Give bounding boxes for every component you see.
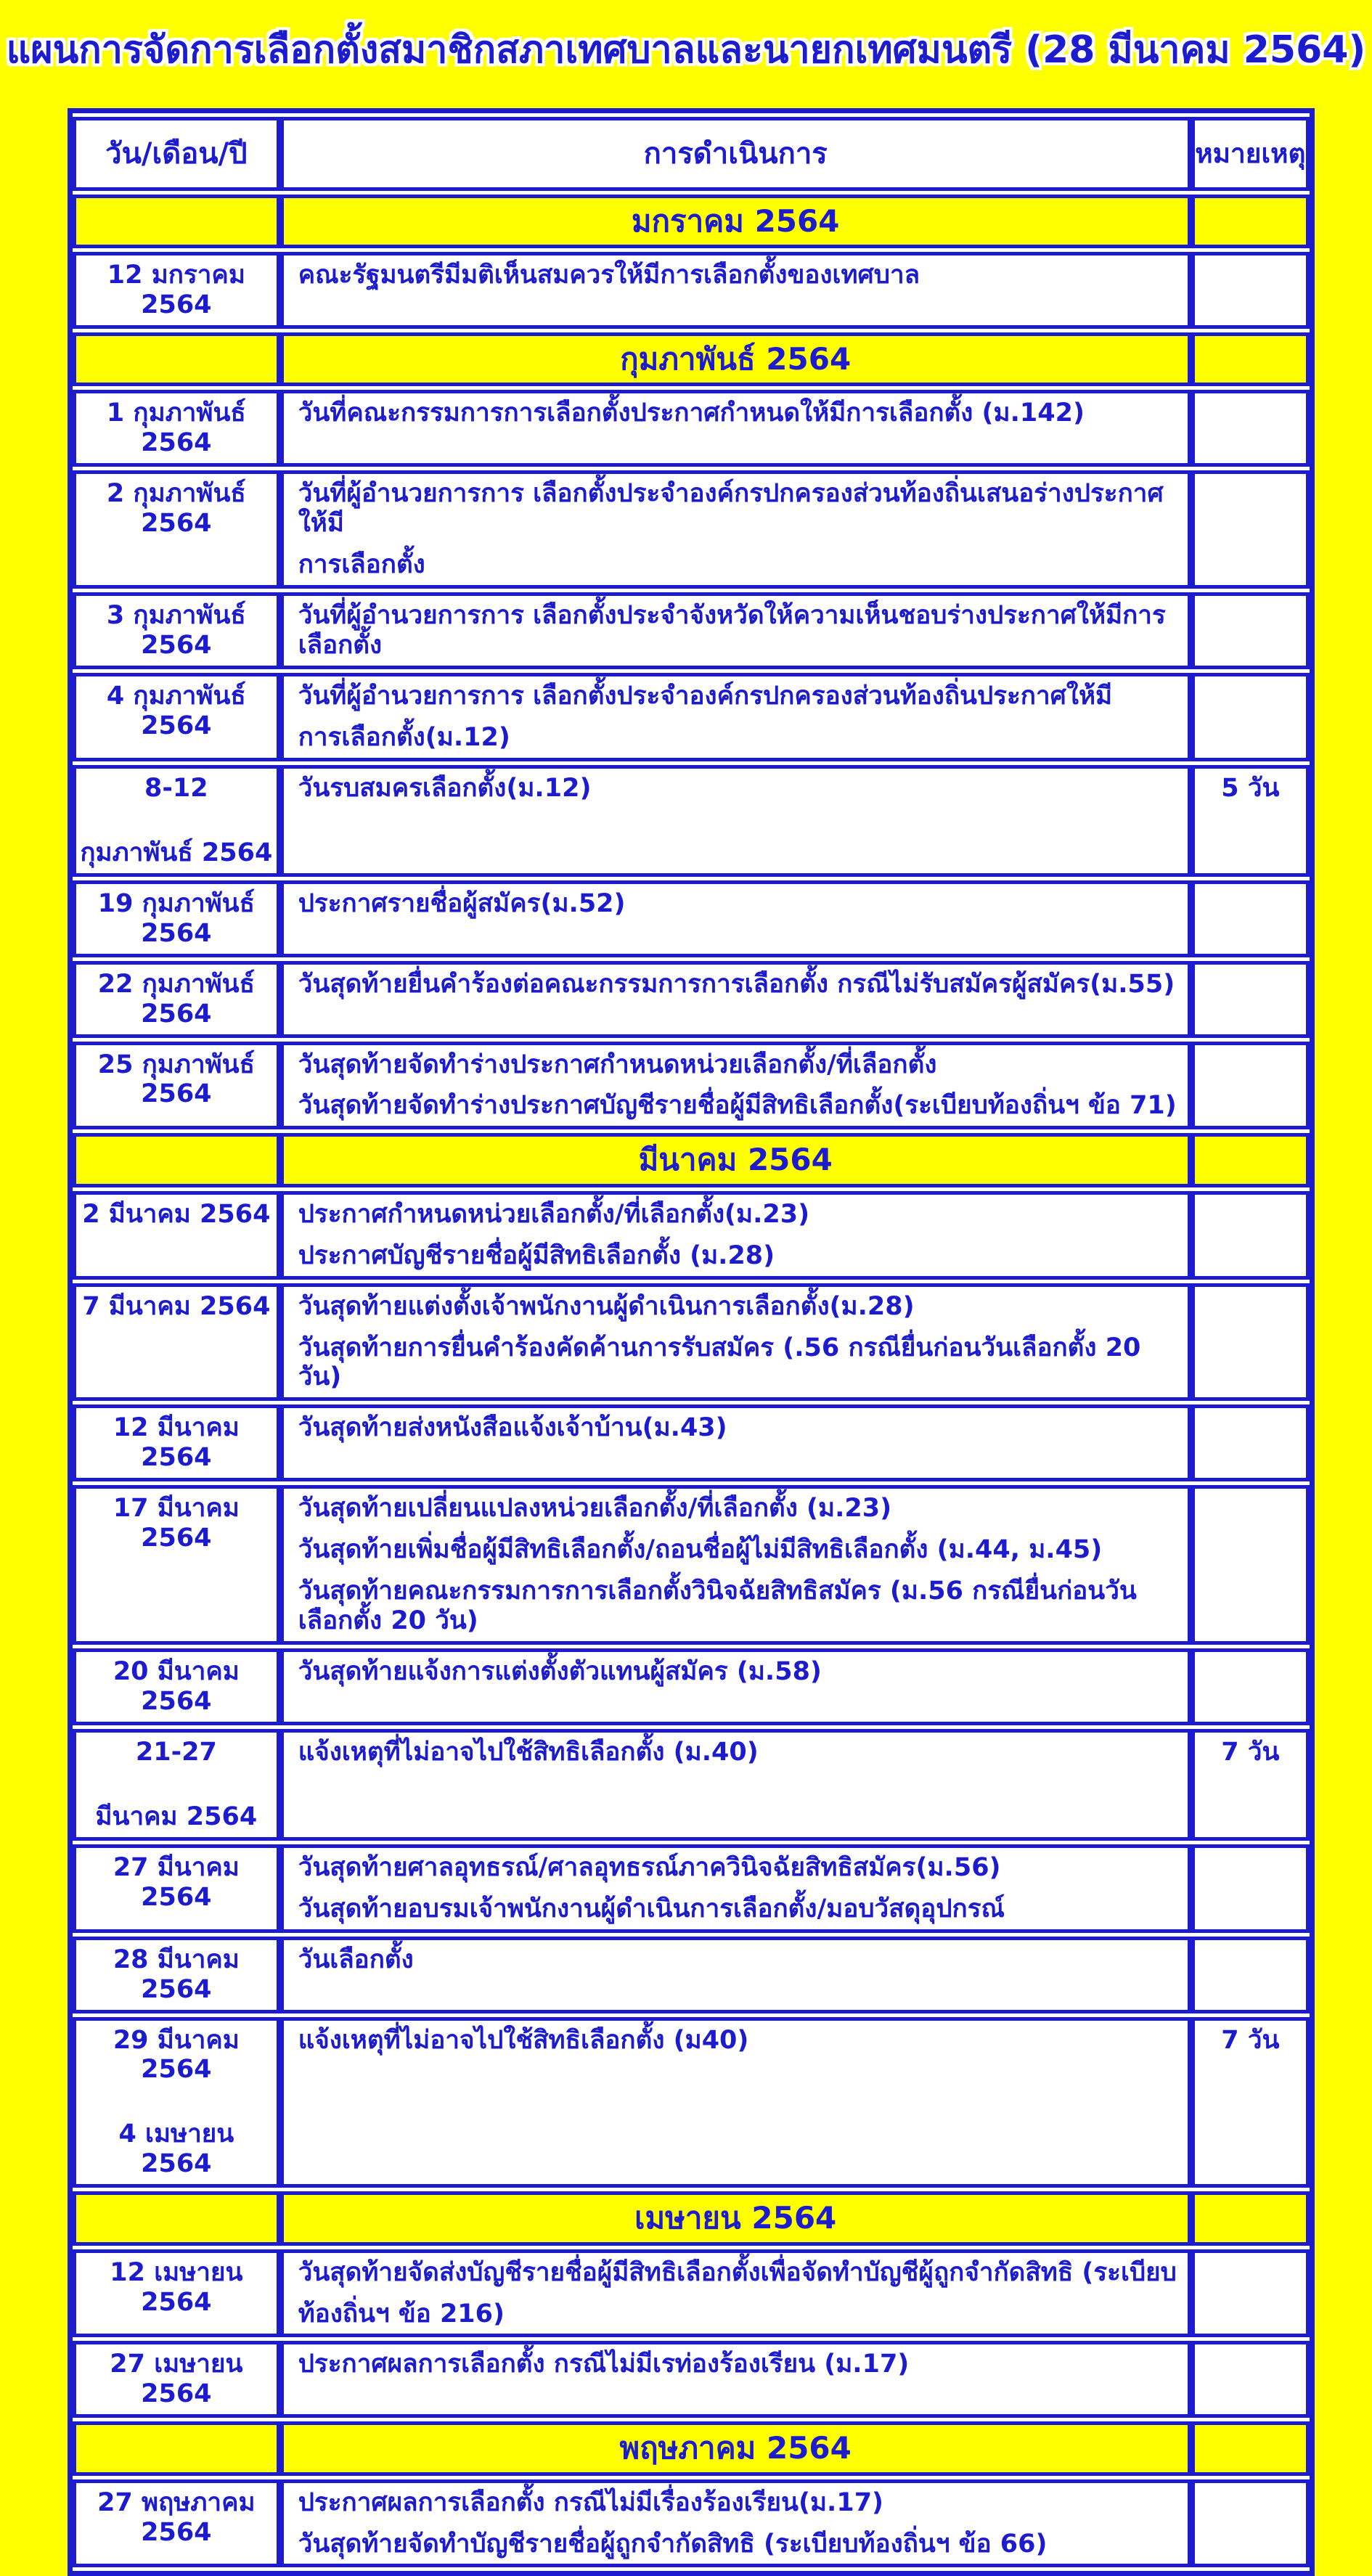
action-cell bbox=[280, 1485, 1191, 1645]
month-label: กุมภาพันธ์ 2564 bbox=[280, 332, 1191, 386]
month-spacer-cell bbox=[73, 1133, 280, 1187]
table-row bbox=[73, 390, 1310, 467]
month-label: เมษายน 2564 bbox=[280, 2191, 1191, 2245]
date-cell bbox=[73, 1937, 280, 2013]
note-cell bbox=[1191, 2341, 1310, 2418]
date-text: มีนาคม 2564 bbox=[95, 1802, 258, 1831]
date-cell bbox=[73, 1191, 280, 1280]
month-separator-row bbox=[73, 2191, 1310, 2245]
date-cell bbox=[73, 1844, 280, 1933]
month-spacer-cell bbox=[73, 332, 280, 386]
date-cell bbox=[73, 2249, 280, 2338]
date-text: 19 กุมภาพันธ์ 2564 bbox=[97, 888, 255, 948]
date-cell bbox=[73, 1729, 280, 1841]
header-action-column: การดำเนินการ bbox=[280, 117, 1191, 191]
header-date-column: วัน/เดือน/ปี bbox=[73, 117, 280, 191]
note-cell bbox=[1191, 961, 1310, 1038]
action-text: ประกาศผลการเลือกตั้ง กรณีไม่มีเรื่องร้องเรียน(ม.17) bbox=[298, 2487, 884, 2517]
action-cell bbox=[280, 1404, 1191, 1481]
note-cell bbox=[1191, 765, 1310, 877]
action-text: ประกาศผลการเลือกตั้ง กรณีไม่มีเรท่องร้องเรียน (ม.17) bbox=[298, 2350, 910, 2379]
action-text: วันสุดท้ายยื่นคำร้องต่อคณะกรรมการการเลือกตั้ง กรณีไม่รับสมัครผู้สมัคร(ม.55) bbox=[298, 969, 1175, 999]
note-cell bbox=[1191, 673, 1310, 761]
table-row bbox=[73, 470, 1310, 589]
note-cell bbox=[1191, 2017, 1310, 2188]
date-text: 1 กุมภาพันธ์ 2564 bbox=[106, 398, 246, 458]
date-cell bbox=[73, 1404, 280, 1481]
table-row bbox=[73, 2017, 1310, 2188]
action-text: วันที่ผู้อำนวยการการ เลือกตั้งประจำองค์กรปกครองส่วนท้องถิ่นประกาศให้มี bbox=[298, 682, 1113, 711]
action-text: วันสุดท้ายส่งหนังสือแจ้งเจ้าบ้าน(ม.43) bbox=[298, 1413, 727, 1443]
action-cell bbox=[280, 880, 1191, 957]
note-cell bbox=[1191, 1404, 1310, 1481]
action-text: แจ้งเหตุที่ไม่อาจไปใช้สิทธิเลือกตั้ง (ม40) bbox=[298, 2025, 749, 2055]
date-text: 27 พฤษภาคม 2564 bbox=[97, 2487, 256, 2547]
date-text: 28 มีนาคม 2564 bbox=[113, 1945, 240, 2004]
action-cell bbox=[280, 470, 1191, 589]
table-row bbox=[73, 1191, 1310, 1280]
action-cell bbox=[280, 1042, 1191, 1130]
action-text: วันสุดท้ายเพิ่มชื่อผู้มีสิทธิเลือกตั้ง/ถอนชื่อผู้ไม่มีสิทธิเลือกตั้ง (ม.44, ม.45) bbox=[298, 1535, 1103, 1565]
date-text: 22 กุมภาพันธ์ 2564 bbox=[97, 969, 255, 1029]
date-text: 2 มีนาคม 2564 bbox=[82, 1199, 271, 1229]
table-row bbox=[73, 2341, 1310, 2418]
date-cell bbox=[73, 470, 280, 589]
table-row bbox=[73, 592, 1310, 669]
table-row bbox=[73, 1404, 1310, 1481]
action-text: วันสุดท้ายจัดทำร่างประกาศบัญชีรายชื่อผู้มีสิทธิเลือกตั้ง(ระเบียบท้องถิ่นฯ ข้อ 71) bbox=[298, 1091, 1177, 1121]
month-spacer-cell bbox=[1191, 195, 1310, 248]
table-row bbox=[73, 765, 1310, 877]
table-header bbox=[73, 117, 1310, 191]
date-cell bbox=[73, 2017, 280, 2188]
month-spacer-cell bbox=[1191, 2191, 1310, 2245]
note-cell bbox=[1191, 1844, 1310, 1933]
action-cell bbox=[280, 2479, 1191, 2568]
action-cell bbox=[280, 1937, 1191, 2013]
action-text: คณะรัฐมนตรีมีมติเห็นสมควรให้มีการเลือกตั้งของเทศบาล bbox=[298, 261, 920, 290]
table-row bbox=[73, 1042, 1310, 1130]
date-text: 17 มีนาคม 2564 bbox=[113, 1494, 240, 1553]
note-cell bbox=[1191, 1729, 1310, 1841]
table-row bbox=[73, 673, 1310, 761]
note-text: 7 วัน bbox=[1221, 2025, 1280, 2055]
action-text: วันสุดท้ายจัดทำร่างประกาศกำหนดหน่วยเลือกตั้ง/ที่เลือกตั้ง bbox=[298, 1050, 937, 1079]
date-text: 12 เมษายน 2564 bbox=[110, 2257, 243, 2317]
table-row bbox=[73, 961, 1310, 1038]
table-row bbox=[73, 2479, 1310, 2568]
note-cell bbox=[1191, 1283, 1310, 1402]
action-cell bbox=[280, 765, 1191, 877]
note-cell bbox=[1191, 2249, 1310, 2338]
action-cell bbox=[280, 1283, 1191, 1402]
date-text: 20 มีนาคม 2564 bbox=[113, 1657, 240, 1716]
action-text: ประกาศกำหนดหน่วยเลือกตั้ง/ที่เลือกตั้ง(ม.23) bbox=[298, 1199, 810, 1229]
month-spacer-cell bbox=[1191, 1133, 1310, 1187]
date-cell bbox=[73, 2341, 280, 2418]
action-cell bbox=[280, 673, 1191, 761]
action-cell bbox=[280, 1844, 1191, 1933]
date-text: 29 มีนาคม 2564 bbox=[113, 2025, 240, 2085]
table-body bbox=[73, 195, 1310, 2567]
action-cell bbox=[280, 2341, 1191, 2418]
month-spacer-cell bbox=[73, 195, 280, 248]
date-cell bbox=[73, 1648, 280, 1725]
note-cell bbox=[1191, 592, 1310, 669]
date-text: 12 มีนาคม 2564 bbox=[113, 1413, 240, 1473]
date-cell bbox=[73, 592, 280, 669]
table-row bbox=[73, 1283, 1310, 1402]
header-note-column: หมายเหตุ bbox=[1191, 117, 1310, 191]
date-text: 21-27 bbox=[135, 1737, 217, 1767]
note-text: 7 วัน bbox=[1221, 1737, 1280, 1767]
month-spacer-cell bbox=[73, 2421, 280, 2475]
month-separator-row bbox=[73, 1133, 1310, 1187]
action-text: ประกาศรายชื่อผู้สมัคร(ม.52) bbox=[298, 888, 626, 918]
table-row bbox=[73, 1729, 1310, 1841]
month-separator-row bbox=[73, 332, 1310, 386]
date-cell bbox=[73, 880, 280, 957]
action-cell bbox=[280, 2017, 1191, 2188]
month-separator-row bbox=[73, 195, 1310, 248]
date-text: 7 มีนาคม 2564 bbox=[82, 1291, 271, 1321]
note-cell bbox=[1191, 470, 1310, 589]
date-text: 27 มีนาคม 2564 bbox=[113, 1852, 240, 1912]
action-text: วันสุดท้ายจัดทำบัญชีรายชื่อผู้ถูกจำกัดสิทธิ (ระเบียบท้องถิ่นฯ ข้อ 66) bbox=[298, 2529, 1048, 2559]
date-text: 12 มกราคม 2564 bbox=[107, 261, 245, 320]
action-text: การเลือกตั้ง bbox=[298, 550, 425, 580]
table-row bbox=[73, 252, 1310, 329]
note-cell bbox=[1191, 1937, 1310, 2013]
election-plan-table bbox=[68, 108, 1315, 2576]
action-cell bbox=[280, 1729, 1191, 1841]
header-row bbox=[73, 117, 1310, 191]
action-text: ท้องถิ่นฯ ข้อ 216) bbox=[298, 2299, 505, 2328]
table-row bbox=[73, 1937, 1310, 2013]
action-cell bbox=[280, 961, 1191, 1038]
action-text: วันสุดท้ายจัดส่งบัญชีรายชื่อผู้มีสิทธิเลือกตั้งเพื่อจัดทำบัญชีผู้ถูกจำกัดสิทธิ (ระเบียบ bbox=[298, 2257, 1177, 2287]
date-cell bbox=[73, 765, 280, 877]
date-text: 3 กุมภาพันธ์ 2564 bbox=[106, 601, 246, 661]
action-text: การเลือกตั้ง(ม.12) bbox=[298, 722, 510, 752]
action-text: วันสุดท้ายแจ้งการแต่งตั้งตัวแทนผู้สมัคร (ม.58) bbox=[298, 1657, 822, 1687]
action-text: วันสุดท้ายคณะกรรมการการเลือกตั้งวินิจฉัยสิทธิสมัคร (ม.56 กรณียื่นก่อนวันเลือกตั้ง 20 วัน) bbox=[298, 1577, 1137, 1636]
date-text: กุมภาพันธ์ 2564 bbox=[80, 838, 273, 867]
action-cell bbox=[280, 592, 1191, 669]
action-text: วันรบสมครเลือกตั้ง(ม.12) bbox=[298, 773, 592, 803]
date-text: 4 เมษายน 2564 bbox=[118, 2119, 234, 2179]
month-spacer-cell bbox=[73, 2191, 280, 2245]
action-cell bbox=[280, 1648, 1191, 1725]
action-text: วันสุดท้ายการยื่นคำร้องคัดค้านการรับสมัคร (.56 กรณียื่นก่อนวันเลือกตั้ง 20 วัน) bbox=[298, 1333, 1141, 1392]
note-cell bbox=[1191, 390, 1310, 467]
table-row bbox=[73, 880, 1310, 957]
table-row bbox=[73, 1648, 1310, 1725]
action-text: วันเลือกตั้ง bbox=[298, 1945, 414, 1974]
note-cell bbox=[1191, 2479, 1310, 2568]
action-text: วันที่ผู้อำนวยการการ เลือกตั้งประจำองค์กรปกครองส่วนท้องถิ่นเสนอร่างประกาศให้มี bbox=[298, 479, 1164, 539]
action-text: วันสุดท้ายอบรมเจ้าพนักงานผู้ดำเนินการเลือกตั้ง/มอบวัสดุอุปกรณ์ bbox=[298, 1894, 1005, 1923]
date-cell bbox=[73, 2479, 280, 2568]
action-text: ประกาศบัญชีรายชื่อผู้มีสิทธิเลือกตั้ง (ม.28) bbox=[298, 1240, 775, 1270]
action-text: วันที่คณะกรรมการการเลือกตั้งประกาศกำหนดให้มีการเลือกตั้ง (ม.142) bbox=[298, 398, 1085, 428]
date-cell bbox=[73, 1042, 280, 1130]
page-title: แผนการจัดการเลือกตั้งสมาชิกสภาเทศบาลและนายกเทศมนตรี (28 มีนาคม 2564) bbox=[6, 28, 1366, 72]
action-cell bbox=[280, 2249, 1191, 2338]
note-cell bbox=[1191, 252, 1310, 329]
date-cell bbox=[73, 252, 280, 329]
month-label: มกราคม 2564 bbox=[280, 195, 1191, 248]
date-cell bbox=[73, 1283, 280, 1402]
action-text: วันสุดท้ายแต่งตั้งเจ้าพนักงานผู้ดำเนินการเลือกตั้ง(ม.28) bbox=[298, 1291, 915, 1321]
action-text: วันที่ผู้อำนวยการการ เลือกตั้งประจำจังหวัดให้ความเห็นชอบร่างประกาศให้มีการเลือกตั้ง bbox=[298, 601, 1166, 661]
date-cell bbox=[73, 1485, 280, 1645]
action-cell bbox=[280, 252, 1191, 329]
month-separator-row bbox=[73, 2421, 1310, 2475]
note-text: 5 วัน bbox=[1221, 773, 1280, 803]
action-text: วันสุดท้ายศาลอุทธรณ์/ศาลอุทธรณ์ภาควินิจฉัยสิทธิสมัคร(ม.56) bbox=[298, 1852, 1001, 1882]
table-row bbox=[73, 2249, 1310, 2338]
date-text: 2 กุมภาพันธ์ 2564 bbox=[106, 479, 246, 539]
month-spacer-cell bbox=[1191, 332, 1310, 386]
action-cell bbox=[280, 1191, 1191, 1280]
month-label: พฤษภาคม 2564 bbox=[280, 2421, 1191, 2475]
date-text: 4 กุมภาพันธ์ 2564 bbox=[106, 682, 246, 740]
date-cell bbox=[73, 673, 280, 761]
date-cell bbox=[73, 961, 280, 1038]
note-cell bbox=[1191, 1485, 1310, 1645]
date-text: 25 กุมภาพันธ์ 2564 bbox=[97, 1050, 255, 1109]
date-cell bbox=[73, 390, 280, 467]
table-row bbox=[73, 1485, 1310, 1645]
action-text: วันสุดท้ายเปลี่ยนแปลงหน่วยเลือกตั้ง/ที่เลือกตั้ง (ม.23) bbox=[298, 1494, 892, 1524]
note-cell bbox=[1191, 1648, 1310, 1725]
note-cell bbox=[1191, 880, 1310, 957]
month-spacer-cell bbox=[1191, 2421, 1310, 2475]
action-text: แจ้งเหตุที่ไม่อาจไปใช้สิทธิเลือกตั้ง (ม.40) bbox=[298, 1737, 759, 1767]
month-label: มีนาคม 2564 bbox=[280, 1133, 1191, 1187]
date-text: 27 เมษายน 2564 bbox=[110, 2350, 243, 2409]
note-cell bbox=[1191, 1042, 1310, 1130]
date-text: 8-12 bbox=[144, 773, 208, 803]
table-row bbox=[73, 1844, 1310, 1933]
action-cell bbox=[280, 390, 1191, 467]
note-cell bbox=[1191, 1191, 1310, 1280]
